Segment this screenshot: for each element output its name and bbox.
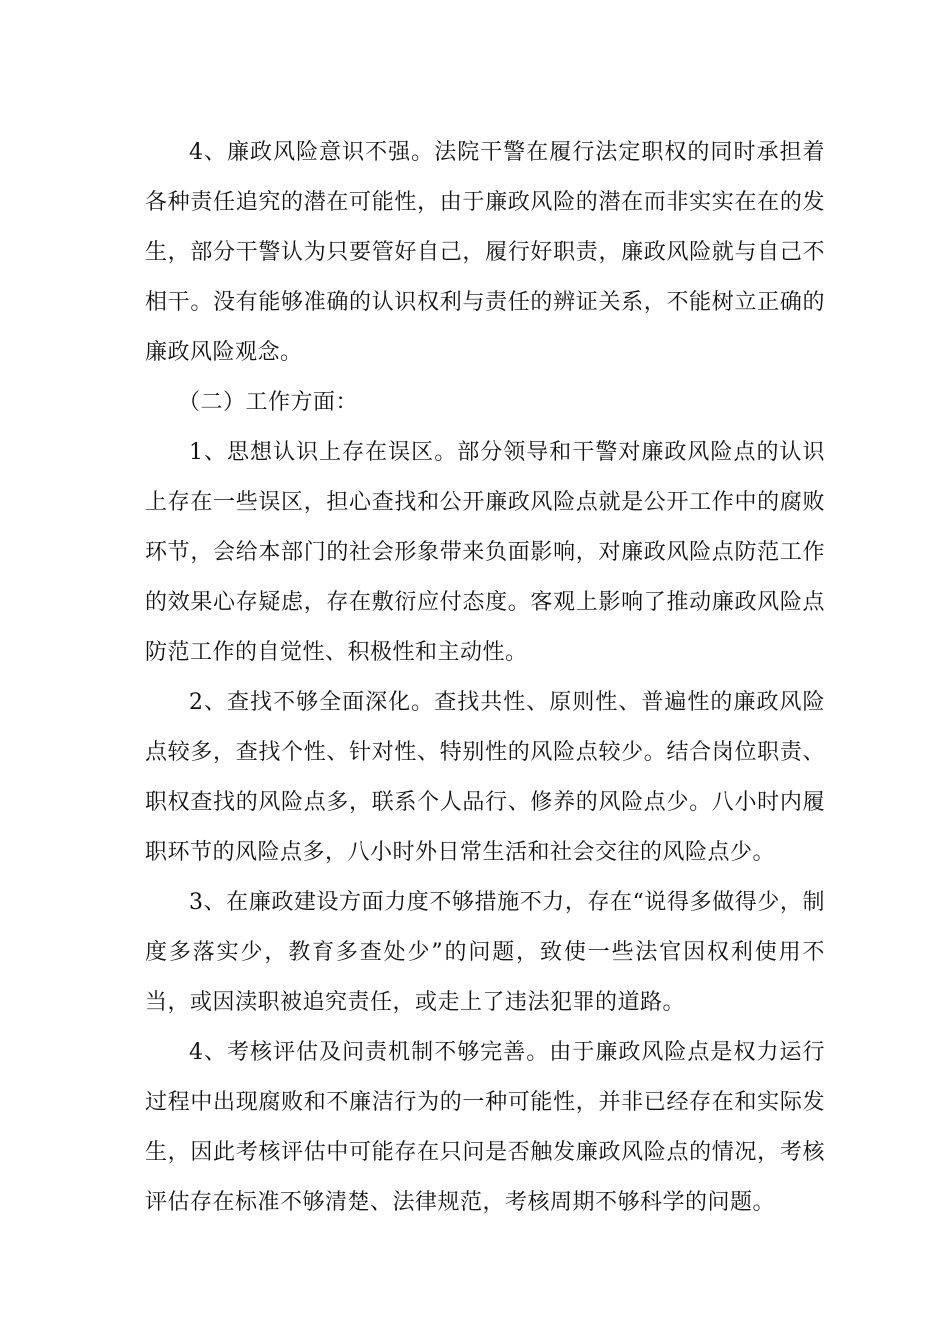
document-body (145, 128, 825, 1228)
paragraph-misconceptions: 1、思想认识上存在误区。部分领导和干警对廉政风险点的认识上存在一些误区，担心查找和公开廉政风险点就是公开工作中的腐败环节，会给本部门的社会形象带来负面影响，对廉政风险点防范工作的效果心存疑虑，存在敷衍应付态度。客观上影响了推动廉政风险点防范工作的自觉性、积极性和主动性。 (145, 440, 825, 665)
paragraph-incomplete-search: 2、查找不够全面深化。查找共性、原则性、普遍性的廉政风险点较多，查找个性、针对性、特别性的风险点较少。结合岗位职责、职权查找的风险点多，联系个人品行、修养的风险点少。八小时内履职环节的风险点多，八小时外日常生活和社会交往的风险点少。 (145, 690, 825, 865)
paragraph-assessment-mechanism: 4、考核评估及问责机制不够完善。由于廉政风险点是权力运行过程中出现腐败和不廉洁行为的一种可能性，并非已经存在和实际发生，因此考核评估中可能存在只问是否触发廉政风险点的情况，考核评估存在标准不够清楚、法律规范，考核周期不够科学的问题。 (145, 1040, 825, 1215)
paragraph-weak-measures: 3、在廉政建设方面力度不够措施不力，存在“说得多做得少，制度多落实少，教育多查处少”的问题，致使一些法官因权利使用不当，或因渎职被追究责任，或走上了违法犯罪的道路。 (145, 890, 825, 1015)
section-heading-work-aspects: （二）工作方面： (178, 390, 359, 415)
paragraph-integrity-risk-awareness: 4、廉政风险意识不强。法院干警在履行法定职权的同时承担着各种责任追究的潜在可能性，由于廉政风险的潜在而非实实在在的发生，部分干警认为只要管好自己，履行好职责，廉政风险就与自己不相干。没有能够准确的认识权利与责任的辨证关系，不能树立正确的廉政风险观念。 (145, 140, 825, 365)
